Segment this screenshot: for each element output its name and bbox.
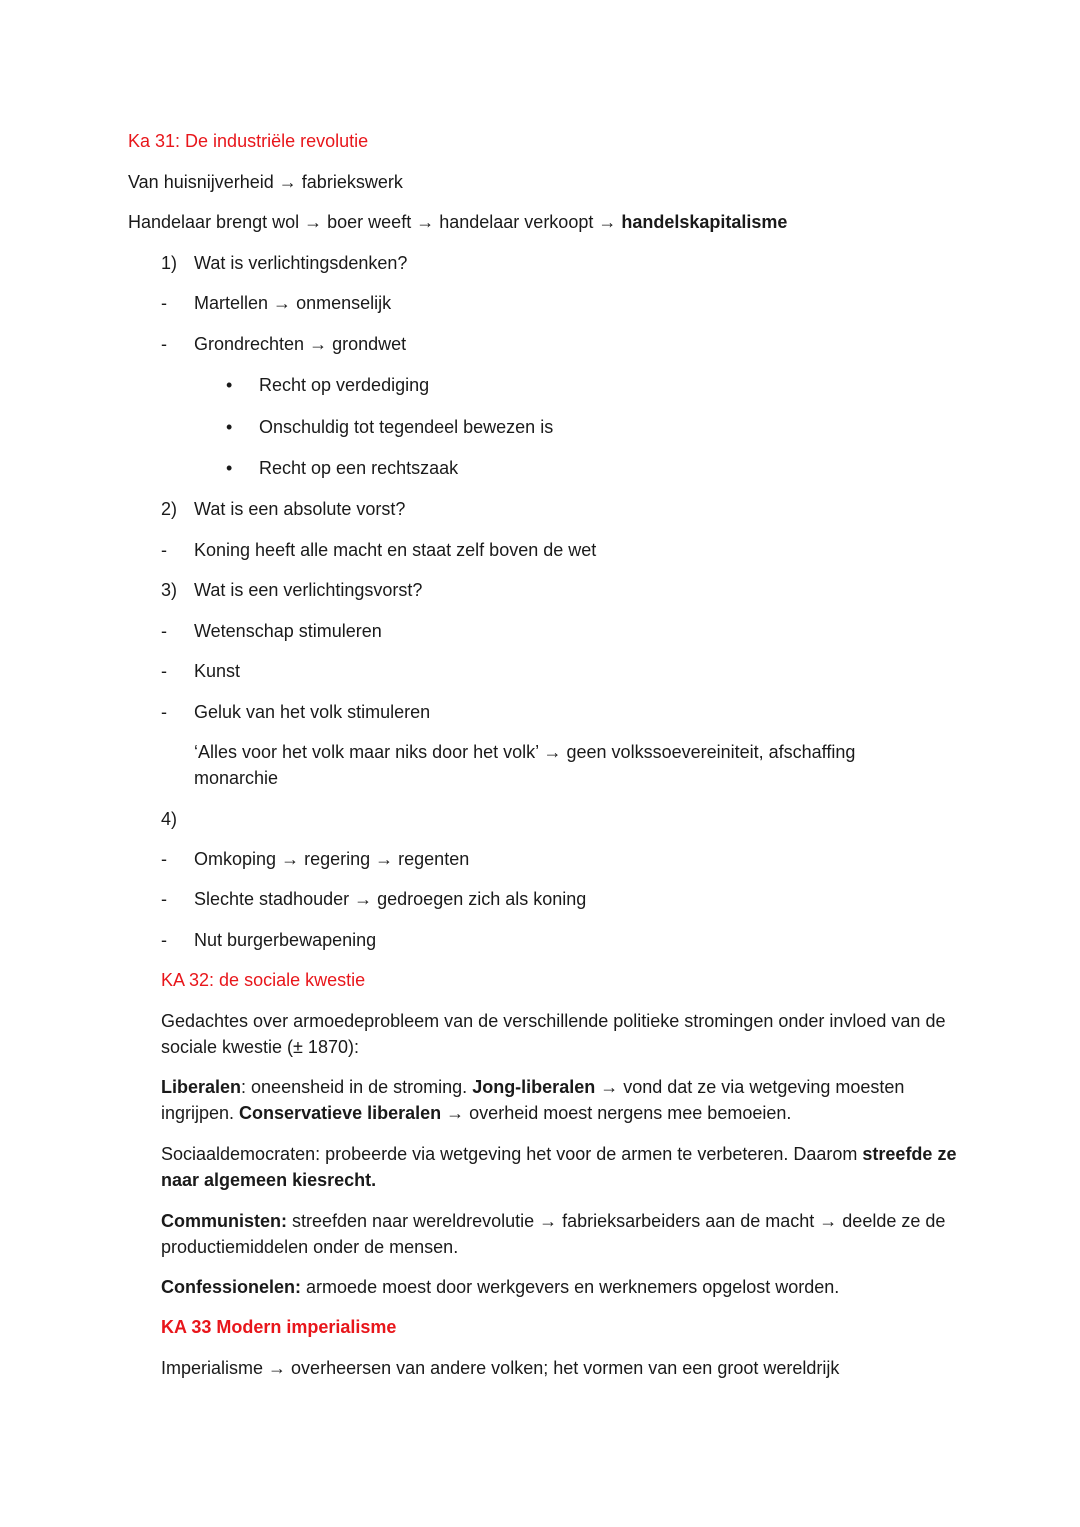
- dash-marker: -: [161, 540, 167, 560]
- text-segment: grondwet: [332, 334, 407, 354]
- text-segment: armoede moest door werkgevers en werknemers opgelost worden.: [301, 1277, 840, 1297]
- arrow-icon: →: [354, 889, 373, 909]
- list-number: 2): [161, 499, 178, 519]
- list-item: Wetenschap stimuleren: [194, 621, 382, 641]
- list-item: Recht op verdediging: [259, 375, 430, 395]
- bold-term: handelskapitalisme: [621, 212, 788, 232]
- quote-text: ‘Alles voor het volk maar niks door het volk’: [194, 742, 539, 762]
- list-number: 3): [161, 580, 178, 600]
- arrow-icon: →: [543, 742, 562, 762]
- bold-term: Liberalen: [161, 1077, 242, 1097]
- text-segment: Martellen: [194, 293, 269, 313]
- list-item: Koning heeft alle macht en staat zelf boven de wet: [194, 540, 597, 560]
- list-item: Onschuldig tot tegendeel bewezen is: [259, 417, 554, 437]
- question-3: Wat is een verlichtingsvorst?: [194, 580, 423, 600]
- arrow-icon: →: [598, 212, 617, 232]
- bold-term: Communisten:: [161, 1211, 287, 1231]
- list-number: 4): [161, 809, 178, 829]
- text-segment: fabrieksarbeiders aan de macht: [557, 1211, 820, 1231]
- arrow-icon: →: [375, 849, 394, 869]
- text-segment: regenten: [398, 849, 470, 869]
- quote-continuation: monarchie: [194, 768, 279, 788]
- text-segment: Omkoping: [194, 849, 277, 869]
- list-item: Nut burgerbewapening: [194, 930, 377, 950]
- arrow-icon: →: [416, 212, 435, 232]
- dash-marker: -: [161, 702, 167, 722]
- heading-ka33: KA 33 Modern imperialisme: [161, 1317, 397, 1337]
- dash-marker: -: [161, 661, 167, 681]
- heading-ka32: KA 32: de sociale kwestie: [161, 970, 366, 990]
- quote-line: [194, 740, 855, 764]
- text-segment: Sociaaldemocraten: probeerde via wetgeving het voor de armen te verbeteren. Daarom: [161, 1144, 863, 1164]
- text-segment: Imperialisme: [161, 1358, 264, 1378]
- text-segment: geen volkssoevereiniteit, afschaffing: [566, 742, 856, 762]
- bullet-icon: •: [226, 458, 233, 478]
- text-line-huisnijverheid: [128, 170, 403, 194]
- arrow-icon: →: [273, 293, 292, 313]
- list-number: 1): [161, 253, 178, 273]
- text-segment: overheersen van andere volken; het vormen van een groot wereldrijk: [286, 1358, 840, 1378]
- list-item: Recht op een rechtszaak: [259, 458, 459, 478]
- bold-term: Conservatieve liberalen: [239, 1103, 442, 1123]
- dash-marker: -: [161, 621, 167, 641]
- list-item: Geluk van het volk stimuleren: [194, 702, 431, 722]
- bullet-icon: •: [226, 417, 233, 437]
- text-segment: overheid moest nergens mee bemoeien.: [464, 1103, 792, 1123]
- arrow-icon: →: [539, 1211, 558, 1231]
- arrow-icon: →: [309, 334, 328, 354]
- dash-marker: -: [161, 334, 167, 354]
- arrow-icon: →: [819, 1211, 838, 1231]
- text-segment: vond dat ze via wetgeving moesten ingrijpen.: [161, 1077, 905, 1123]
- text-segment: gedroegen zich als koning: [377, 889, 587, 909]
- paragraph-communisten: [161, 1208, 951, 1260]
- dash-marker: -: [161, 293, 167, 313]
- dash-marker: -: [161, 849, 167, 869]
- list-item: Kunst: [194, 661, 241, 681]
- list-item: [194, 291, 391, 315]
- arrow-icon: →: [278, 172, 297, 192]
- text-segment: Grondrechten: [194, 334, 305, 354]
- arrow-icon: →: [281, 849, 300, 869]
- arrow-icon: →: [446, 1103, 465, 1123]
- heading-ka31: Ka 31: De industriële revolutie: [128, 131, 369, 151]
- text-segment: handelaar verkoopt: [439, 212, 594, 232]
- text-segment: Slechte stadhouder: [194, 889, 350, 909]
- text-segment: : oneensheid in de stroming.: [241, 1077, 473, 1097]
- text-line-handelskapitalisme: [128, 210, 787, 234]
- question-1: Wat is verlichtingsdenken?: [194, 253, 408, 273]
- text-segment: deelde ze de productiemiddelen onder de mensen.: [161, 1211, 946, 1257]
- text-segment: regering: [304, 849, 371, 869]
- paragraph-liberalen: [161, 1074, 941, 1126]
- bold-term: streefde ze naar algemeen kiesrecht.: [161, 1144, 957, 1190]
- paragraph-confessionelen: [161, 1275, 839, 1299]
- list-item: [194, 847, 469, 871]
- question-2: Wat is een absolute vorst?: [194, 499, 406, 519]
- text-segment: streefden naar wereldrevolutie: [287, 1211, 540, 1231]
- paragraph-sociaaldemocraten: [161, 1141, 961, 1193]
- text-segment: Van huisnijverheid: [128, 172, 274, 192]
- text-segment: Handelaar brengt wol: [128, 212, 300, 232]
- paragraph-imperialisme: [161, 1356, 839, 1380]
- arrow-icon: →: [600, 1077, 619, 1097]
- dash-marker: -: [161, 889, 167, 909]
- arrow-icon: →: [268, 1358, 287, 1378]
- text-segment: boer weeft: [327, 212, 412, 232]
- list-item: [194, 332, 406, 356]
- bullet-icon: •: [226, 375, 233, 395]
- text-segment: fabriekswerk: [301, 172, 403, 192]
- paragraph-intro: Gedachtes over armoedeprobleem van de verschillende politieke stromingen onder invloed van de sociale kwestie (± 1870):: [161, 1011, 946, 1057]
- list-item: [194, 887, 586, 911]
- bold-term: Jong-liberalen: [472, 1077, 596, 1097]
- bold-term: Confessionelen:: [161, 1277, 302, 1297]
- text-segment: onmenselijk: [296, 293, 392, 313]
- dash-marker: -: [161, 930, 167, 950]
- arrow-icon: →: [304, 212, 323, 232]
